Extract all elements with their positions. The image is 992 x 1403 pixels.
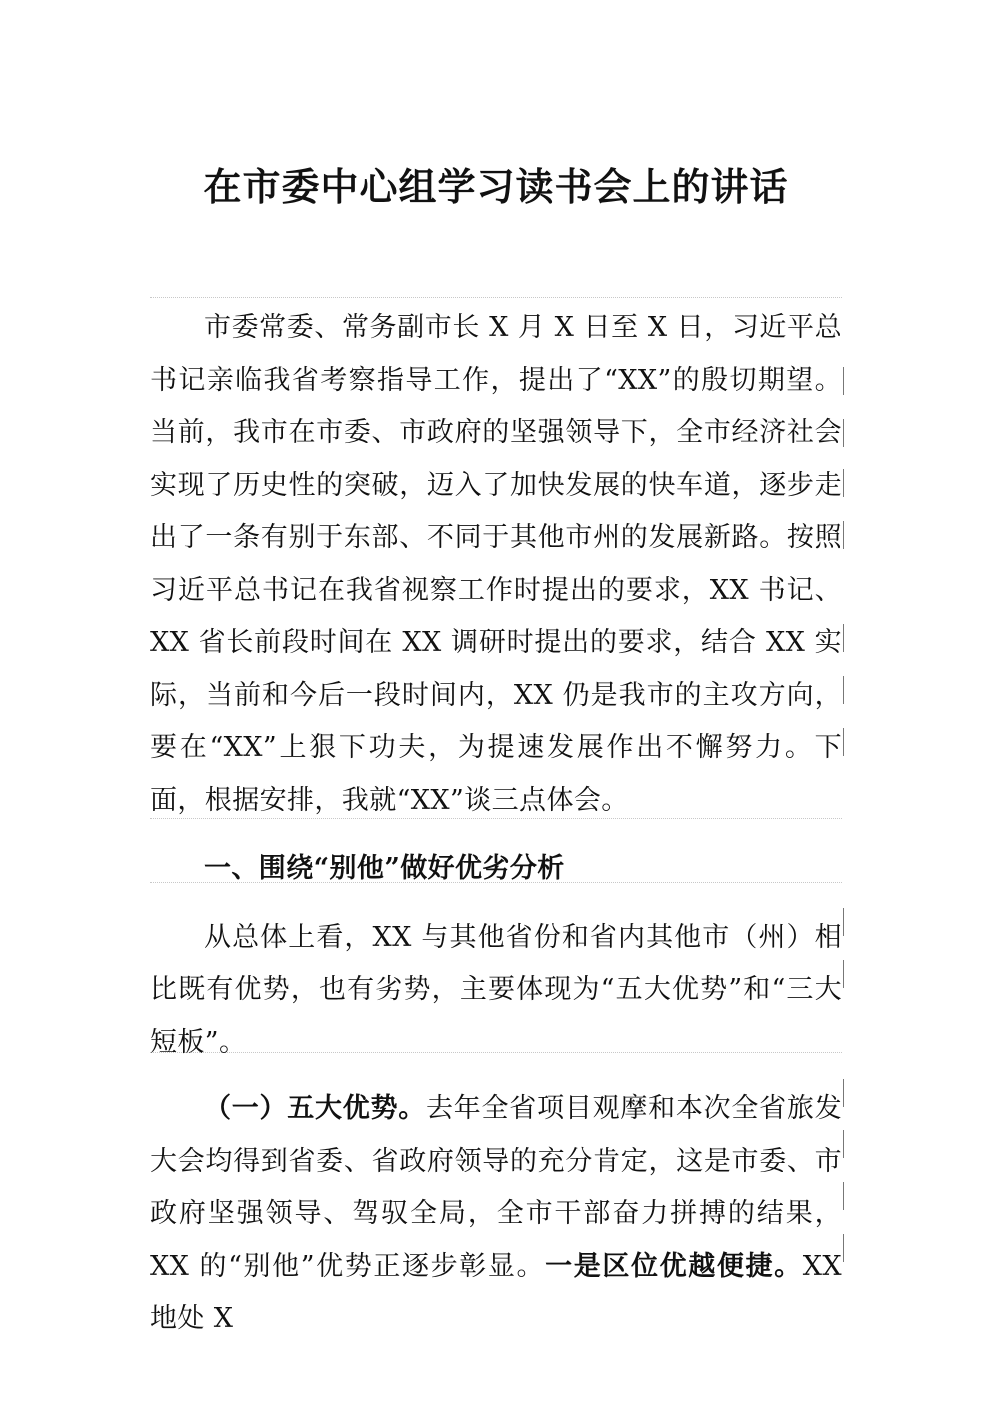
margin-mark — [843, 1234, 844, 1262]
margin-mark — [843, 676, 844, 704]
margin-mark — [843, 367, 844, 395]
subsection-paragraph — [150, 1083, 842, 1346]
margin-mark — [843, 1079, 844, 1107]
subsection-label: （一）五大优势。 — [204, 1093, 427, 1124]
margin-mark — [843, 960, 844, 988]
margin-mark — [843, 728, 844, 756]
margin-mark — [843, 1130, 844, 1158]
intro-paragraph: 市委常委、常务副市长 X 月 X 日至 X 日，习近平总书记亲临我省考察指导工作，提出了“XX”的殷切期望。当前，我市在市委、市政府的坚强领导下，全市经济社会实现了历史性的突破，迈入了加快发展的快车道，逐步走出了一条有别于东部、不同于其他市州的发展新路。按照习近平总书记在我省视察工作时提出的要求，XX 书记、XX 省长前段时间在 XX 调研时提出的要求，结合 XX 实际，当前和今后一段时间内，XX 仍是我市的主攻方向，要在“XX”上狠下功夫，为提速发展作出不懈努力。下面，根据安排，我就“XX”谈三点体会。 — [150, 312, 842, 816]
subsection-text: 去年全省项目观摩和本次全省旅发大会均得到省委、省政府领导的充分肯定，这是市委、市政府坚强领导、驾驭全局，全市干部奋力拼搏的结果，XX 的“别他”优势正逐步彰显。 — [150, 1093, 843, 1282]
margin-mark — [843, 521, 844, 549]
document-body — [150, 302, 842, 1346]
paragraph-divider — [150, 297, 842, 298]
point-text: XX 地处 X — [150, 1250, 842, 1334]
margin-mark — [843, 624, 844, 652]
margin-mark — [843, 908, 844, 936]
section-paragraph: 从总体上看，XX 与其他省份和省内其他市（州）相比既有优势，也有劣势，主要体现为“五大优势”和“三大短板”。 — [150, 921, 842, 1058]
margin-mark — [843, 1182, 844, 1210]
document-title: 在市委中心组学习读书会上的讲话 — [203, 164, 789, 209]
section-heading: 一、围绕“别他”做好优劣分析 — [204, 853, 565, 884]
margin-mark — [843, 419, 844, 447]
margin-mark — [843, 469, 844, 497]
point-label: 一是区位优越便捷。 — [545, 1250, 803, 1282]
